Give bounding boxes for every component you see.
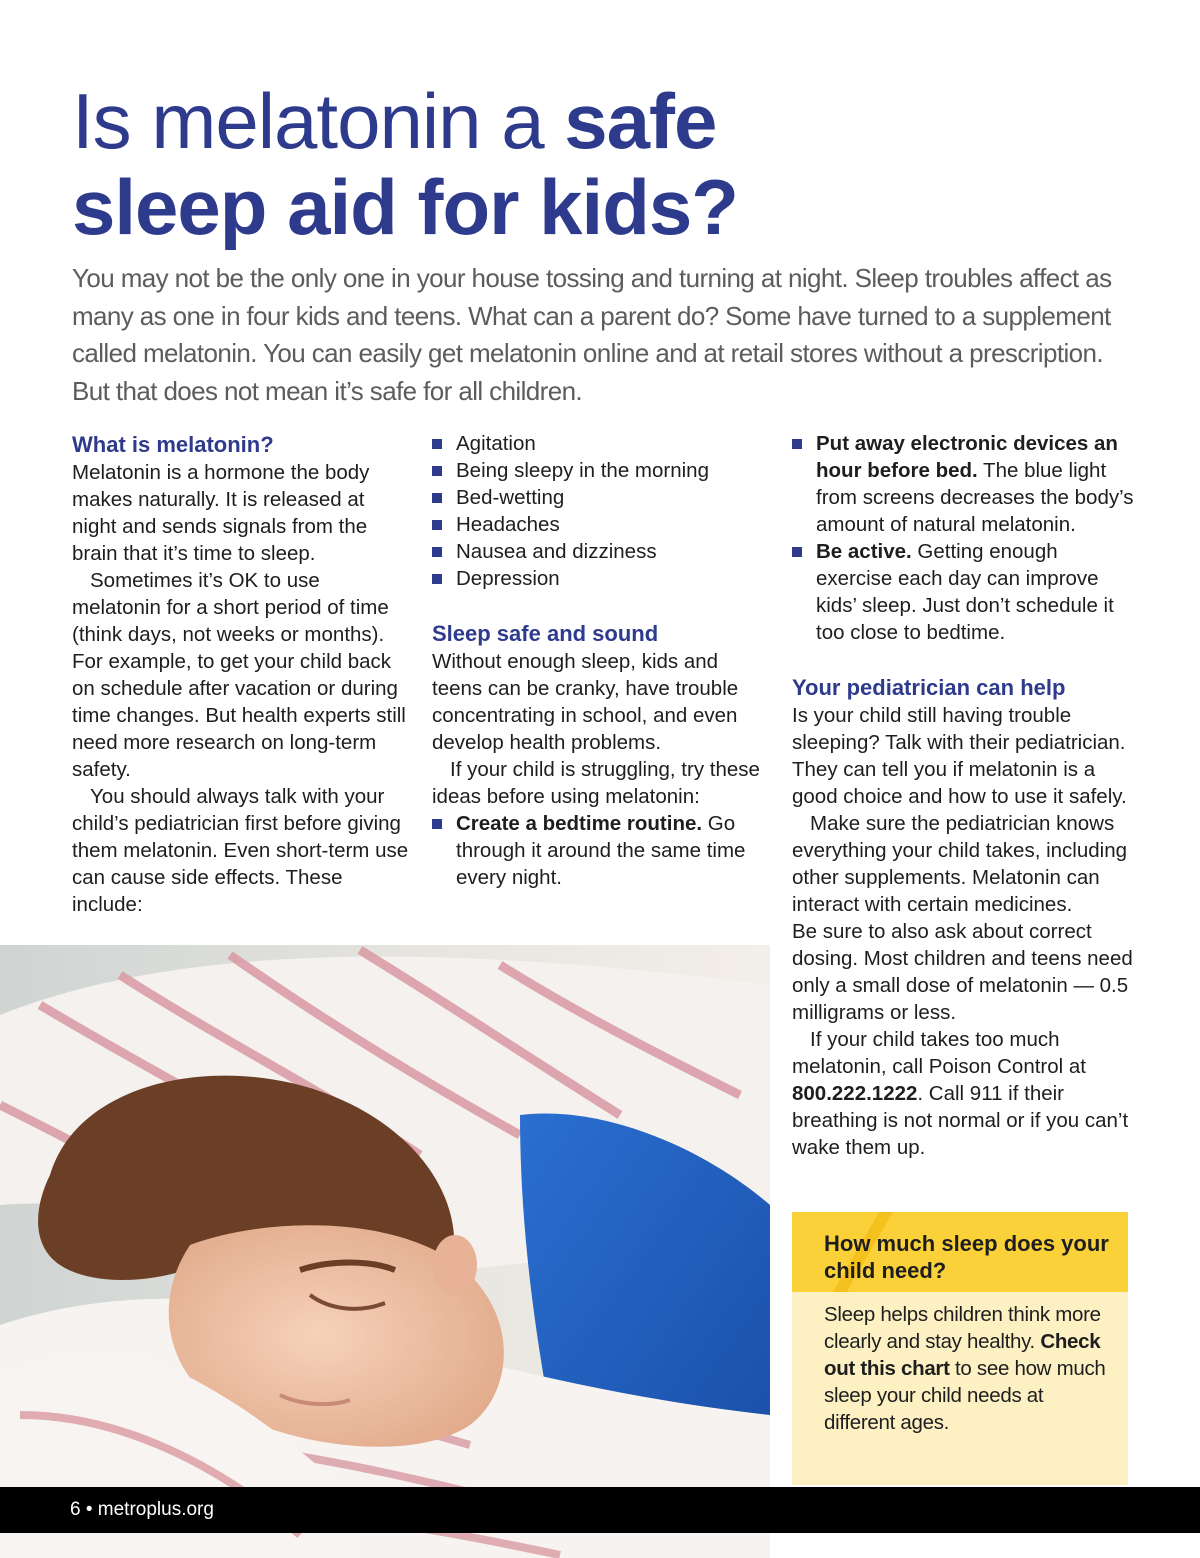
callout-body: Sleep helps children think more clearly and stay healthy. Check out this chart to see how much sleep your child needs at different ages. [824, 1303, 1106, 1434]
column-2 [432, 430, 772, 891]
paragraph: Melatonin is a hormone the body makes naturally. It is released at night and sends signals from the brain that it’s time to sleep. [72, 461, 370, 565]
square-bullet-icon [432, 520, 442, 530]
page-title: Is melatonin a safe sleep aid for kids? [72, 77, 738, 251]
paragraph: You should always talk with your child’s pediatrician first before giving them melatonin. Even short-term use can cause side effects. These include: [72, 785, 409, 916]
paragraph: Be sure to also ask about correct dosing. Most children and teens need only a small dose of melatonin — 0.5 milligrams or less. [792, 920, 1133, 1024]
tip-item: Be active. Getting enough exercise each day can improve kids’ sleep. Just don’t schedule it too close to bedtime. [792, 538, 1137, 646]
square-bullet-icon [432, 547, 442, 557]
section-heading-pediatrician: Your pediatrician can help [792, 675, 1066, 700]
square-bullet-icon [432, 466, 442, 476]
paragraph: Is your child still having trouble sleeping? Talk with their pediatrician. They can tell you if melatonin is a good choice and how to use it safely. [792, 704, 1127, 808]
paragraph: Without enough sleep, kids and teens can be cranky, have trouble concentrating in school, and even develop health problems. [432, 650, 739, 754]
list-item: Bed-wetting [432, 484, 772, 511]
footer-page-url[interactable]: 6 • metroplus.org [70, 1499, 214, 1520]
poison-control-phone: 800.222.1222 [792, 1082, 918, 1105]
tip-item: Create a bedtime routine. Go through it around the same time every night. [432, 810, 772, 891]
side-effects-list [432, 430, 772, 592]
square-bullet-icon [432, 493, 442, 503]
column-1 [72, 430, 412, 918]
sleep-chart-callout [792, 1212, 1128, 1485]
callout-header [792, 1212, 1128, 1292]
list-item: Headaches [432, 511, 772, 538]
callout-title: How much sleep does your child need? [824, 1231, 1109, 1283]
list-item: Depression [432, 565, 772, 592]
sleeping-child-photo [0, 945, 770, 1558]
list-item: Being sleepy in the morning [432, 457, 772, 484]
sleep-chart-link[interactable]: Check out this chart [824, 1330, 1101, 1380]
square-bullet-icon [792, 439, 802, 449]
tips-list [432, 810, 772, 891]
list-item: Agitation [432, 430, 772, 457]
square-bullet-icon [432, 819, 442, 829]
square-bullet-icon [432, 574, 442, 584]
paragraph: Make sure the pediatrician knows everything your child takes, including other supplements. Melatonin can interact with certain medicines. [792, 812, 1128, 916]
tip-item: Put away electronic devices an hour before bed. The blue light from screens decreases the body’s amount of natural melatonin. [792, 430, 1137, 538]
section-heading-sleep-safe: Sleep safe and sound [432, 621, 659, 646]
square-bullet-icon [792, 547, 802, 557]
list-item: Nausea and dizziness [432, 538, 772, 565]
tips-list-continued [792, 430, 1137, 646]
paragraph: Sometimes it’s OK to use melatonin for a short period of time (think days, not weeks or months). For example, to get your child back on schedule after vacation or during time changes. But health experts still need more research on long-term safety. [72, 569, 406, 781]
section-heading-what-is-melatonin: What is melatonin? [72, 432, 274, 457]
column-3 [792, 430, 1137, 1161]
square-bullet-icon [432, 439, 442, 449]
poison-control-paragraph: If your child takes too much melatonin, call Poison Control at 800.222.1222. Call 911 if their breathing is not normal or if you can’t wake them up. [792, 1028, 1129, 1159]
paragraph: If your child is struggling, try these ideas before using melatonin: [432, 758, 760, 808]
photo-illustration [0, 945, 770, 1558]
intro-paragraph: You may not be the only one in your house tossing and turning at night. Sleep troubles affect as many as one in four kids and teens. What can a parent do? Some have turned to a supplement called melatonin. You can easily get melatonin online and at retail stores without a prescription. But that does not mean it’s safe for all children. [72, 263, 1112, 406]
footer-bar [0, 1487, 1200, 1533]
